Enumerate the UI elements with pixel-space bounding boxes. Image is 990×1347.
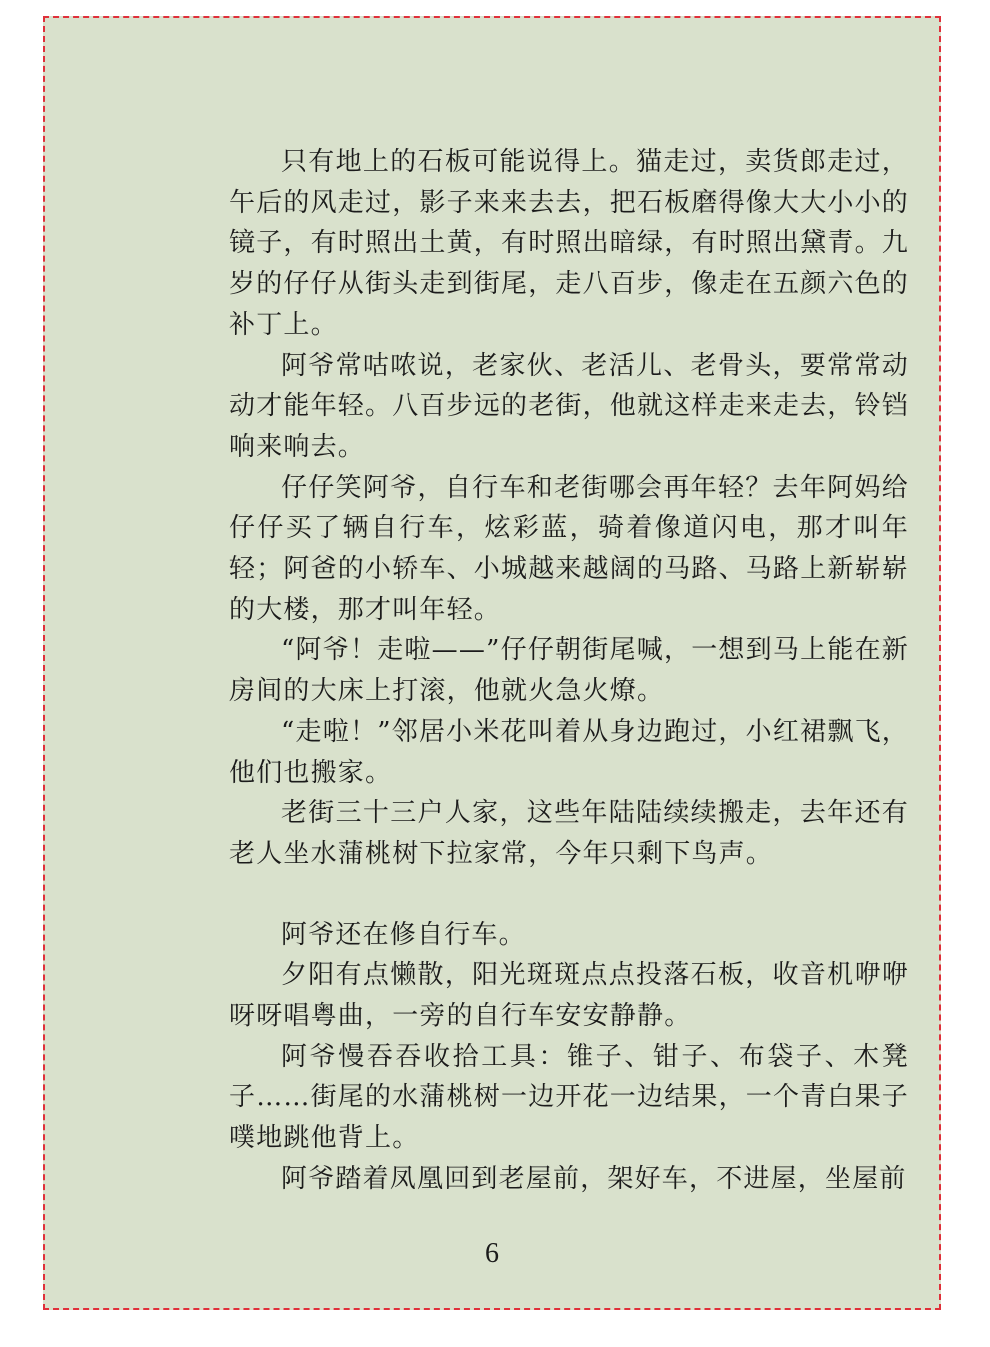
paragraph: 阿爷常咕哝说，老家伙、老活儿、老骨头，要常常动动才能年轻。八百步远的老街，他就这样走来走去，铃铛响来响去。 (229, 350, 910, 462)
paragraph: 阿爷慢吞吞收拾工具：锥子、钳子、布袋子、木凳子……街尾的水蒲桃树一边开花一边结果，一个青白果子噗地跳他背上。 (229, 1041, 910, 1154)
page-number: 6 (485, 1238, 499, 1269)
paragraph: “走啦！”邻居小米花叫着从身边跑过，小红裙飘飞，他们也搬家。 (229, 716, 909, 788)
paragraph: “阿爷！走啦——”仔仔朝街尾喊，一想到马上能在新房间的大床上打滚，他就火急火燎。 (229, 635, 909, 707)
body-text (229, 142, 909, 1200)
paragraph: 阿爷还在修自行车。 (281, 919, 526, 950)
paragraph: 只有地上的石板可能说得上。猫走过，卖货郎走过，午后的风走过，影子来来去去，把石板磨得像大大小小的镜子，有时照出土黄，有时照出暗绿，有时照出黛青。九岁的仔仔从街头走到街尾，走八百步，像走在五颜六色的补丁上。 (229, 147, 910, 340)
paragraph: 夕阳有点懒散，阳光斑斑点点投落石板，收音机咿咿呀呀唱粤曲，一旁的自行车安安静静。 (229, 960, 909, 1032)
paragraph: 老街三十三户人家，这些年陆陆续续搬走，去年还有老人坐水蒲桃树下拉家常，今年只剩下鸟声。 (229, 798, 909, 869)
paragraph: 阿爷踏着凤凰回到老屋前，架好车，不进屋，坐屋前 (281, 1163, 907, 1194)
section-break (229, 875, 909, 915)
paragraph: 仔仔笑阿爷，自行车和老街哪会再年轻？去年阿妈给仔仔买了辆自行车，炫彩蓝，骑着像道闪电，那才叫年轻；阿爸的小轿车、小城越来越阔的马路、马路上新崭崭的大楼，那才叫年轻。 (229, 472, 910, 625)
book-page (43, 16, 941, 1310)
